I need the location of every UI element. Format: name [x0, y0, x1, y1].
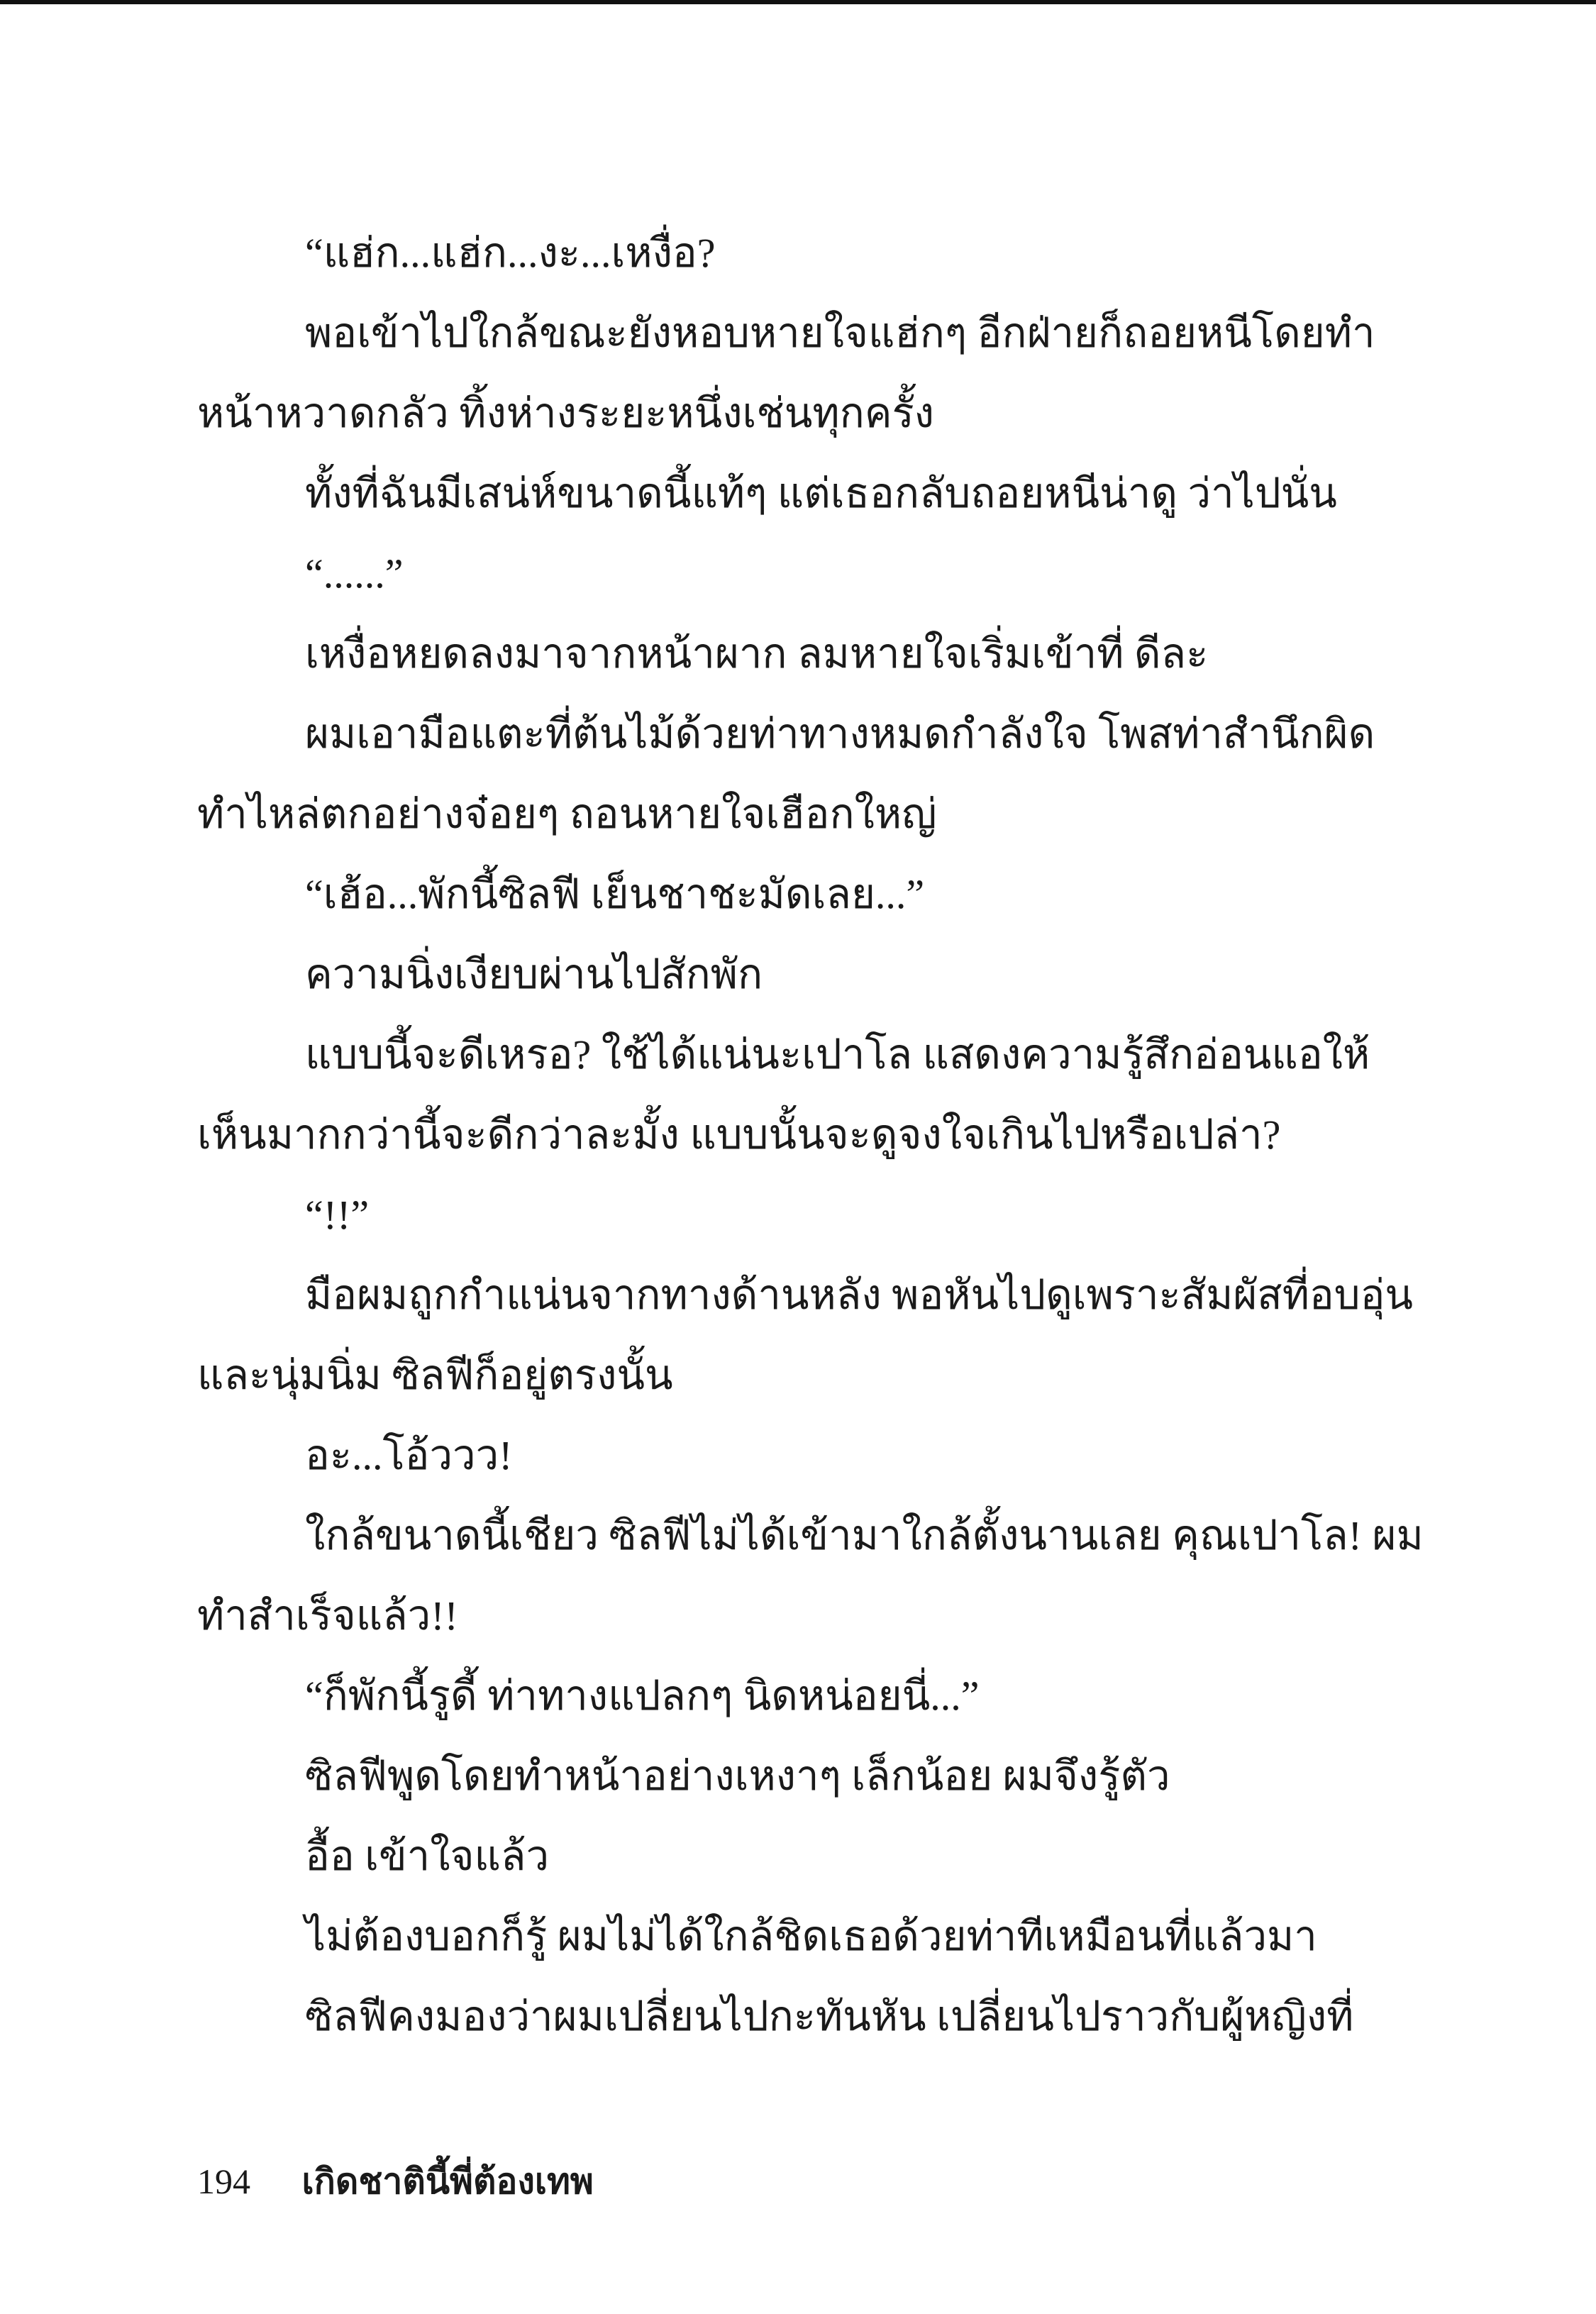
text-line: ทั้งที่ฉันมีเสน่ห์ขนาดนี้แท้ๆ แต่เธอกลับถอยหนีน่าดู ว่าไปนั่น [305, 470, 1337, 516]
text-line: มือผมถูกกำแน่นจากทางด้านหลัง พอหันไปดูเพราะสัมผัสที่อบอุ่น [305, 1272, 1414, 1318]
text-line: ไม่ต้องบอกก็รู้ ผมไม่ได้ใกล้ชิดเธอด้วยท่าทีเหมือนที่แล้วมา [305, 1913, 1317, 1959]
page-number: 194 [197, 2161, 250, 2201]
text-line: และนุ่มนิ่ม ซิลฟีก็อยู่ตรงนั้น [197, 1352, 673, 1398]
text-line: “!!” [305, 1192, 370, 1238]
text-line: เหงื่อหยดลงมาจากหน้าผาก ลมหายใจเริ่มเข้าที่ ดีละ [305, 631, 1209, 677]
text-line: ความนิ่งเงียบผ่านไปสักพัก [305, 951, 763, 997]
book-title: เกิดชาตินี้พี่ต้องเทพ [301, 2161, 594, 2201]
page-footer [197, 2157, 594, 2206]
text-line: “แฮ่ก...แฮ่ก...งะ...เหงื่อ? [305, 230, 716, 276]
body-text [197, 213, 1424, 2056]
text-line: พอเข้าไปใกล้ขณะยังหอบหายใจแฮ่กๆ อีกฝ่ายก็ถอยหนีโดยทำ [305, 310, 1375, 356]
text-line: ใกล้ขนาดนี้เชียว ซิลฟีไม่ได้เข้ามาใกล้ตั้งนานเลย คุณเปาโล! ผม [305, 1512, 1424, 1559]
text-line: หน้าหวาดกลัว ทิ้งห่างระยะหนึ่งเช่นทุกครั้ง [197, 390, 934, 436]
text-line: ซิลฟีคงมองว่าผมเปลี่ยนไปกะทันหัน เปลี่ยนไปราวกับผู้หญิงที่ [305, 1993, 1354, 2039]
text-line: ซิลฟีพูดโดยทำหน้าอย่างเหงาๆ เล็กน้อย ผมจึงรู้ตัว [305, 1753, 1170, 1799]
text-line: แบบนี้จะดีเหรอ? ใช้ได้แน่นะเปาโล แสดงความรู้สึกอ่อนแอให้ [305, 1031, 1370, 1078]
top-border-rule [0, 0, 1596, 4]
text-line: “......” [305, 550, 404, 597]
text-line: ทำสำเร็จแล้ว!! [197, 1593, 458, 1639]
text-line: อะ...โอ้ววว! [305, 1432, 513, 1478]
text-line: ทำไหล่ตกอย่างจ๋อยๆ ถอนหายใจเฮือกใหญ่ [197, 791, 937, 837]
text-line: เห็นมากกว่านี้จะดีกว่าละมั้ง แบบนั้นจะดูจงใจเกินไปหรือเปล่า? [197, 1112, 1281, 1158]
text-line: อื้อ เข้าใจแล้ว [305, 1833, 550, 1879]
text-line: “เฮ้อ...พักนี้ซิลฟี เย็นชาชะมัดเลย...” [305, 871, 925, 917]
text-line: “ก็พักนี้รูดี้ ท่าทางแปลกๆ นิดหน่อยนี่...” [305, 1673, 980, 1719]
text-line: ผมเอามือแตะที่ต้นไม้ด้วยท่าทางหมดกำลังใจ โพสท่าสำนึกผิด [305, 711, 1375, 757]
